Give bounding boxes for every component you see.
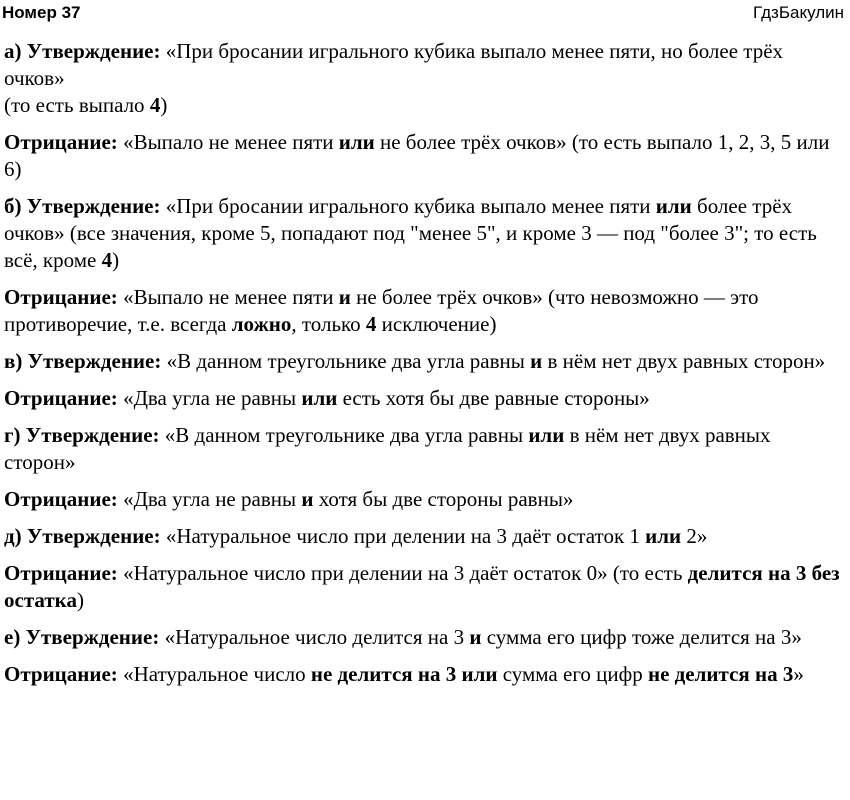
text-run: , только — [291, 312, 366, 336]
bold-text: или — [301, 386, 338, 410]
text-run: «Выпало не менее пяти — [117, 130, 339, 154]
text-run: «Выпало не менее пяти — [117, 285, 339, 309]
bold-text: 4 — [101, 248, 113, 272]
paragraph — [4, 385, 844, 412]
bold-text: 4 — [365, 312, 377, 336]
paragraph — [4, 193, 844, 274]
paragraph — [4, 624, 844, 651]
paragraph — [4, 560, 844, 614]
text-run: ) — [76, 588, 84, 612]
bold-text: и — [530, 349, 543, 373]
paragraph — [4, 38, 844, 119]
bold-text: Отрицание: — [4, 487, 118, 511]
page-title: Номер 37 — [2, 3, 81, 22]
bold-text: или — [645, 524, 682, 548]
text-run: исключение) — [376, 312, 497, 336]
text-run: более трёх очков» (все значения, кроме 5, попадают под "менее 5", и кроме 3 — под "более 3"; то есть всё, кроме — [4, 194, 817, 272]
bold-text: не делится на 3 — [648, 662, 794, 686]
paragraph — [4, 661, 844, 688]
text-run: «Два угла не равны — [117, 487, 302, 511]
bold-text: а) Утверждение: — [4, 39, 161, 63]
text-run: сумма его цифр — [497, 662, 649, 686]
text-run: 2» — [681, 524, 708, 548]
paragraph — [4, 348, 844, 375]
bold-text: делится на 3 без остатка — [4, 561, 840, 612]
text-run: «При бросании игрального кубика выпало менее пяти — [160, 194, 656, 218]
bold-text: Отрицание: — [4, 130, 118, 154]
bold-text: и — [301, 487, 314, 511]
text-run: в нём нет двух равных сторон» — [4, 423, 771, 474]
text-run: «В данном треугольнике два угла равны — [161, 349, 531, 373]
text-run: ) — [160, 93, 168, 117]
text-run: не более трёх очков» (что невозможно — это противоречие, т.е. всегда — [4, 285, 759, 336]
text-run: (то есть выпало — [4, 93, 150, 117]
bold-text: Отрицание: — [4, 386, 118, 410]
text-run: в нём нет двух равных сторон» — [542, 349, 826, 373]
bold-text: в) Утверждение: — [4, 349, 162, 373]
text-run: » — [793, 662, 804, 686]
bold-text: или — [528, 423, 565, 447]
site-brand: ГдзБакулин — [753, 3, 844, 22]
text-run: «Два угла не равны — [117, 386, 302, 410]
bold-text: е) Утверждение: — [4, 625, 160, 649]
bold-text: д) Утверждение: — [4, 524, 161, 548]
text-run: «Натуральное число при делении на 3 даёт остаток 1 — [160, 524, 646, 548]
bold-text: или — [338, 130, 375, 154]
bold-text: не делится на 3 или — [310, 662, 498, 686]
bold-text: ложно — [231, 312, 292, 336]
bold-text: Отрицание: — [4, 561, 118, 585]
bold-text: или — [655, 194, 692, 218]
text-run: хотя бы две стороны равны» — [313, 487, 574, 511]
paragraph — [4, 486, 844, 513]
bold-text: и — [338, 285, 351, 309]
text-run: «Натуральное число делится на 3 — [159, 625, 470, 649]
text-run: сумма его цифр тоже делится на 3» — [481, 625, 802, 649]
bold-text: и — [469, 625, 482, 649]
text-run: ) — [112, 248, 120, 272]
text-run: «В данном треугольнике два угла равны — [159, 423, 529, 447]
bold-text: Отрицание: — [4, 662, 118, 686]
bold-text: Отрицание: — [4, 285, 118, 309]
text-run: «Натуральное число при делении на 3 даёт остаток 0» (то есть — [117, 561, 688, 585]
paragraph-note — [4, 92, 844, 119]
paragraph — [4, 422, 844, 476]
paragraph — [4, 129, 844, 183]
paragraph — [4, 284, 844, 338]
solution-text — [4, 38, 844, 698]
bold-text: г) Утверждение: — [4, 423, 160, 447]
text-run: не более трёх очков» (то есть выпало 1, 2, 3, 5 или 6) — [4, 130, 830, 181]
text-run: «Натуральное число — [117, 662, 311, 686]
page-header — [0, 0, 850, 28]
bold-text: 4 — [149, 93, 161, 117]
text-run: «При бросании игрального кубика выпало менее пяти, но более трёх очков» — [4, 39, 784, 90]
text-run: есть хотя бы две равные стороны» — [337, 386, 650, 410]
bold-text: б) Утверждение: — [4, 194, 161, 218]
paragraph — [4, 523, 844, 550]
